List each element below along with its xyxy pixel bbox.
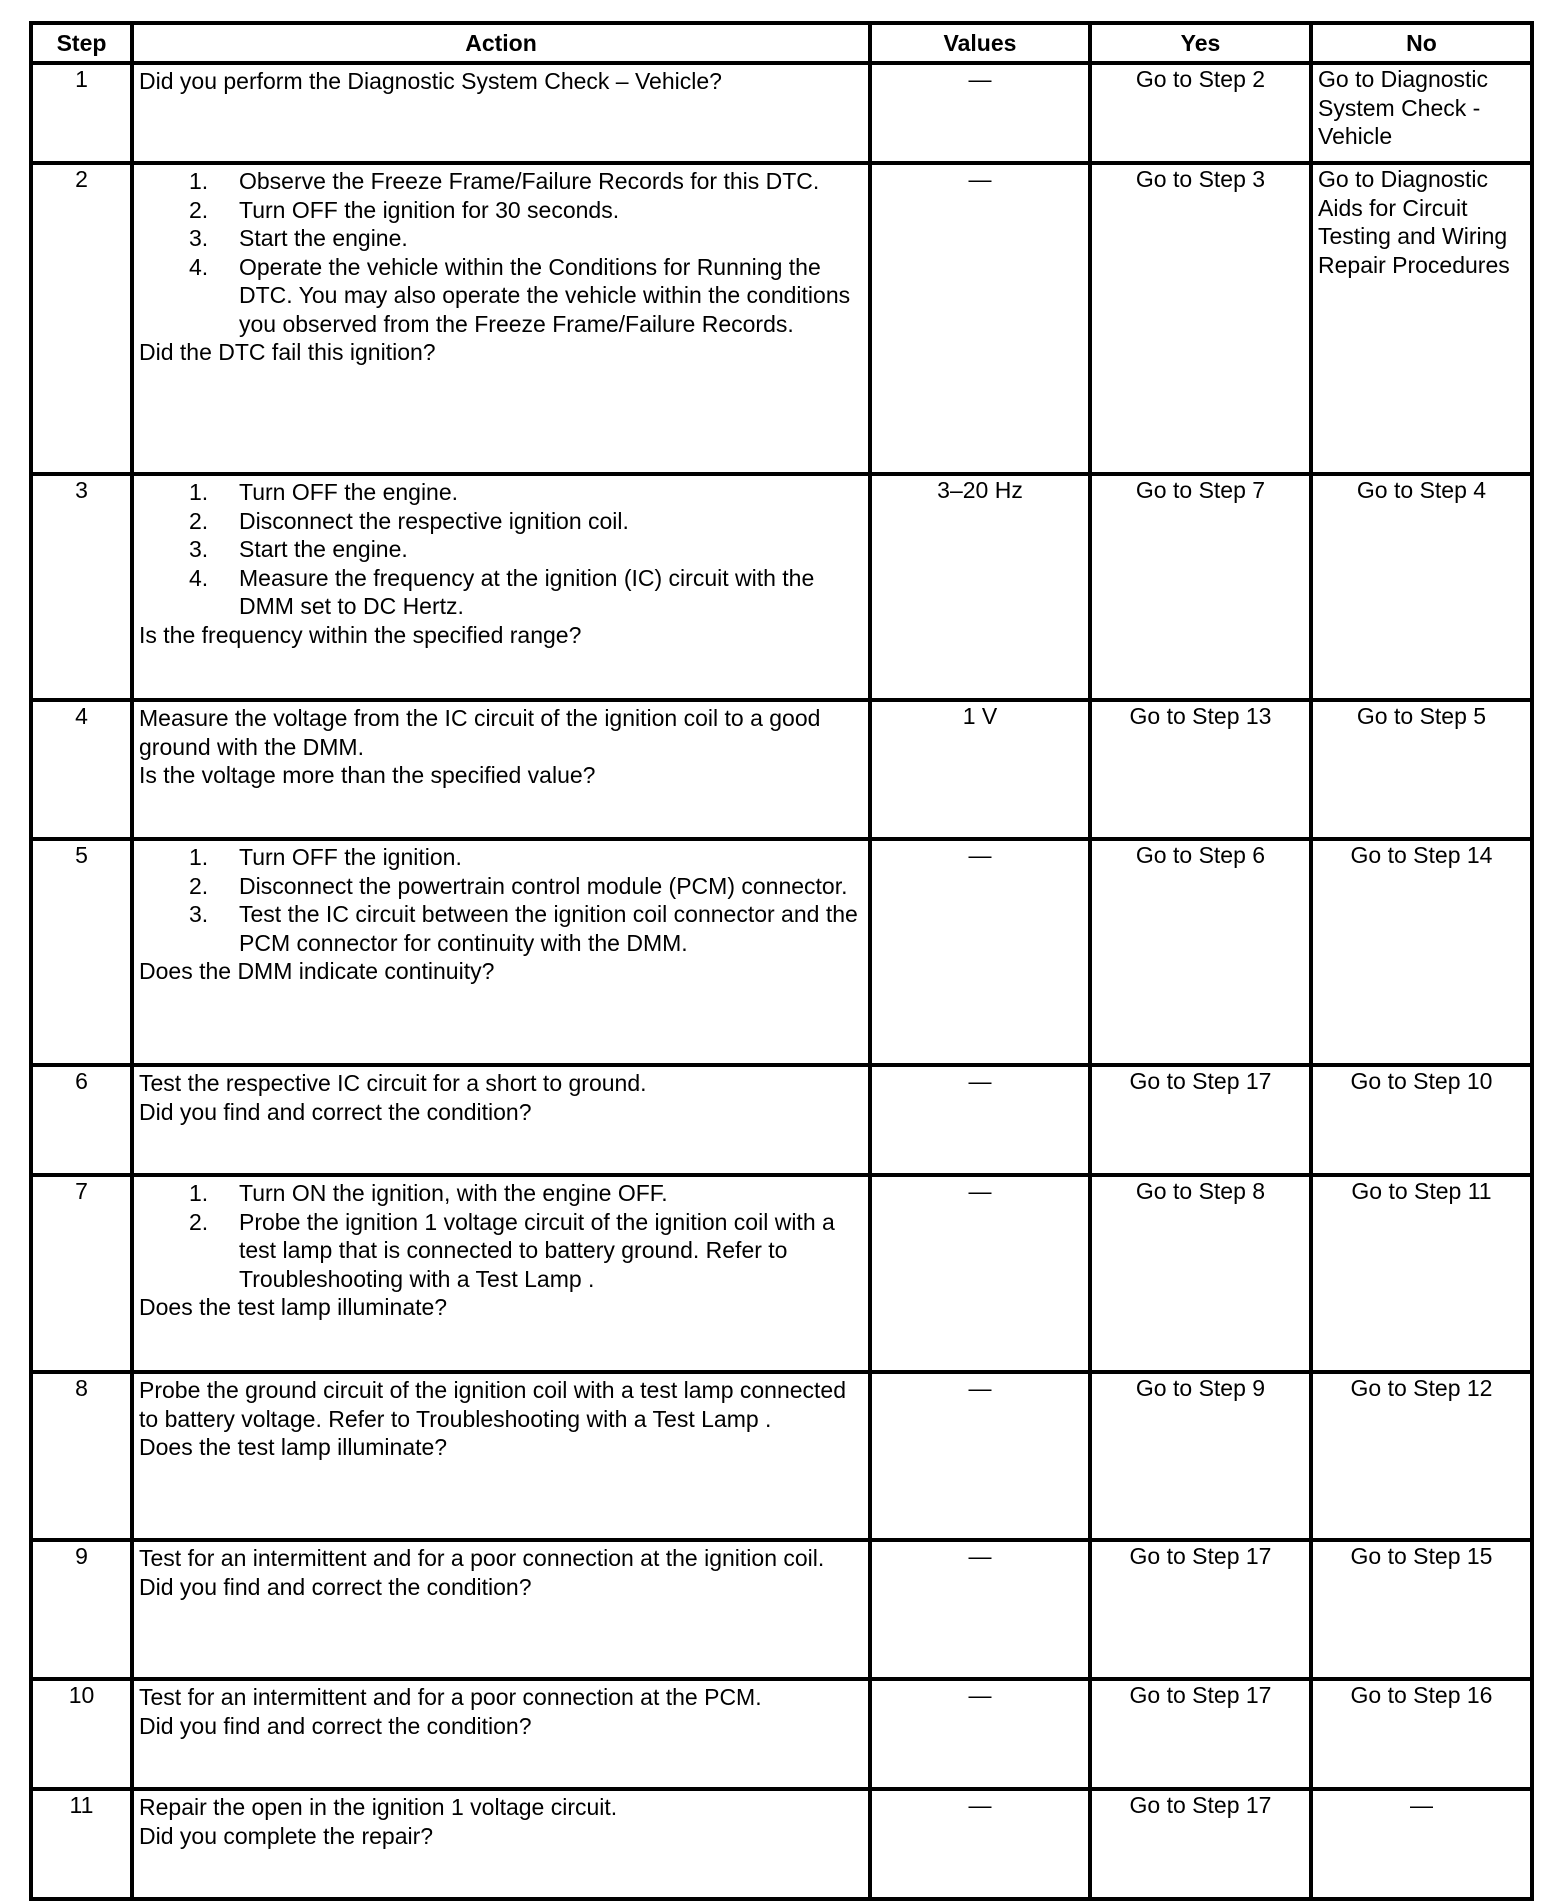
action-question: Does the test lamp illuminate? <box>139 1294 448 1320</box>
action-cell <box>132 1372 870 1540</box>
no-cell: Go to Step 16 <box>1311 1679 1532 1789</box>
header-step: Step <box>31 23 132 63</box>
yes-cell: Go to Step 3 <box>1090 163 1311 474</box>
value-cell: 1 V <box>870 700 1090 839</box>
step-number: 9 <box>31 1540 132 1679</box>
step-number: 4 <box>31 700 132 839</box>
action-text: Repair the open in the ignition 1 voltage circuit. <box>139 1794 618 1820</box>
action-cell <box>132 1540 870 1679</box>
header-no: No <box>1311 23 1532 63</box>
step-number: 3 <box>31 474 132 700</box>
value-cell: — <box>870 1065 1090 1175</box>
yes-cell: Go to Step 9 <box>1090 1372 1311 1540</box>
step-number: 6 <box>31 1065 132 1175</box>
list-item: 1. Turn OFF the engine. <box>189 479 459 505</box>
table-row <box>31 1372 1532 1540</box>
step-number: 7 <box>31 1175 132 1372</box>
action-text: Test the respective IC circuit for a short to ground. <box>139 1070 647 1096</box>
action-text: Test for an intermittent and for a poor connection at the PCM. <box>139 1684 762 1710</box>
action-text: Did you perform the Diagnostic System Check – Vehicle? <box>139 68 722 94</box>
list-item: 4. Measure the frequency at the ignition (IC) circuit with the DMM set to DC Hertz. <box>189 564 815 619</box>
action-cell <box>132 1065 870 1175</box>
table-row <box>31 1679 1532 1789</box>
list-item: 2. Turn OFF the ignition for 30 seconds. <box>189 196 620 223</box>
no-cell: Go to Step 4 <box>1311 474 1532 700</box>
step-number: 8 <box>31 1372 132 1540</box>
table-row <box>31 63 1532 163</box>
no-cell: Go to Diagnostic System Check - Vehicle <box>1311 63 1532 163</box>
header-values: Values <box>870 23 1090 63</box>
value-cell: — <box>870 1540 1090 1679</box>
list-item: 3. Test the IC circuit between the ignition coil connector and the PCM connector for continuity with the DMM. <box>189 901 858 956</box>
action-question: Did the DTC fail this ignition? <box>139 339 436 365</box>
list-item: 1. Turn ON the ignition, with the engine OFF. <box>189 1180 668 1206</box>
action-question: Did you find and correct the condition? <box>139 1573 532 1600</box>
header-yes: Yes <box>1090 23 1311 63</box>
yes-cell: Go to Step 8 <box>1090 1175 1311 1372</box>
no-cell: Go to Step 14 <box>1311 839 1532 1065</box>
value-cell: — <box>870 63 1090 163</box>
no-cell: Go to Step 11 <box>1311 1175 1532 1372</box>
table-row <box>31 1540 1532 1679</box>
no-cell: — <box>1311 1789 1532 1899</box>
value-cell: — <box>870 1789 1090 1899</box>
value-cell: 3–20 Hz <box>870 474 1090 700</box>
yes-cell: Go to Step 17 <box>1090 1065 1311 1175</box>
action-question: Does the DMM indicate continuity? <box>139 958 495 984</box>
action-list <box>139 167 862 338</box>
list-item: 1. Turn OFF the ignition. <box>189 844 462 870</box>
action-cell <box>132 700 870 839</box>
action-question: Is the frequency within the specified range? <box>139 621 582 648</box>
diagnostic-table <box>29 21 1534 1901</box>
action-text: Test for an intermittent and for a poor connection at the ignition coil. <box>139 1545 825 1571</box>
header-action: Action <box>132 23 870 63</box>
action-cell <box>132 474 870 700</box>
table-row <box>31 1065 1532 1175</box>
action-cell <box>132 839 870 1065</box>
yes-cell: Go to Step 17 <box>1090 1540 1311 1679</box>
action-text: Probe the ground circuit of the ignition coil with a test lamp connected to battery voltage. Refer to Troubleshooting with a Test Lamp . <box>139 1377 847 1432</box>
action-list <box>139 843 862 957</box>
no-cell: Go to Step 15 <box>1311 1540 1532 1679</box>
value-cell: — <box>870 163 1090 474</box>
list-item: 4. Operate the vehicle within the Conditions for Running the DTC. You may also operate the vehicle within the conditions you observed from the Freeze Frame/Failure Records. <box>189 253 851 337</box>
list-item: 2. Disconnect the powertrain control module (PCM) connector. <box>189 872 848 899</box>
list-item: 1. Observe the Freeze Frame/Failure Records for this DTC. <box>189 168 820 194</box>
table-row <box>31 700 1532 839</box>
action-cell <box>132 1175 870 1372</box>
yes-cell: Go to Step 6 <box>1090 839 1311 1065</box>
action-cell <box>132 1789 870 1899</box>
table-row <box>31 1789 1532 1899</box>
list-item: 2. Probe the ignition 1 voltage circuit of the ignition coil with a test lamp that is connected to battery ground. Refer to Troubleshooting with a Test Lamp . <box>189 1208 835 1292</box>
table-row <box>31 163 1532 474</box>
action-question: Is the voltage more than the specified value? <box>139 762 596 788</box>
no-cell: Go to Diagnostic Aids for Circuit Testing and Wiring Repair Procedures <box>1311 163 1532 474</box>
action-question: Does the test lamp illuminate? <box>139 1434 448 1460</box>
table-row <box>31 839 1532 1065</box>
action-question: Did you find and correct the condition? <box>139 1712 532 1739</box>
header-row <box>31 23 1532 63</box>
action-question: Did you complete the repair? <box>139 1822 434 1849</box>
value-cell: — <box>870 1372 1090 1540</box>
no-cell: Go to Step 10 <box>1311 1065 1532 1175</box>
yes-cell: Go to Step 13 <box>1090 700 1311 839</box>
yes-cell: Go to Step 17 <box>1090 1679 1311 1789</box>
action-cell <box>132 163 870 474</box>
action-cell <box>132 1679 870 1789</box>
action-list <box>139 1179 862 1293</box>
step-number: 1 <box>31 63 132 163</box>
yes-cell: Go to Step 17 <box>1090 1789 1311 1899</box>
step-number: 5 <box>31 839 132 1065</box>
yes-cell: Go to Step 7 <box>1090 474 1311 700</box>
action-question: Did you find and correct the condition? <box>139 1098 532 1125</box>
action-list <box>139 478 862 621</box>
table-row <box>31 1175 1532 1372</box>
no-cell: Go to Step 12 <box>1311 1372 1532 1540</box>
step-number: 11 <box>31 1789 132 1899</box>
diagnostic-page <box>29 21 1530 1901</box>
value-cell: — <box>870 1175 1090 1372</box>
action-text: Measure the voltage from the IC circuit of the ignition coil to a good ground with the DMM. <box>139 705 821 760</box>
list-item: 3. Start the engine. <box>189 225 408 251</box>
step-number: 2 <box>31 163 132 474</box>
yes-cell: Go to Step 2 <box>1090 63 1311 163</box>
no-cell: Go to Step 5 <box>1311 700 1532 839</box>
value-cell: — <box>870 1679 1090 1789</box>
value-cell: — <box>870 839 1090 1065</box>
action-cell <box>132 63 870 163</box>
step-number: 10 <box>31 1679 132 1789</box>
list-item: 2. Disconnect the respective ignition coil. <box>189 507 629 534</box>
table-row <box>31 474 1532 700</box>
list-item: 3. Start the engine. <box>189 536 408 562</box>
